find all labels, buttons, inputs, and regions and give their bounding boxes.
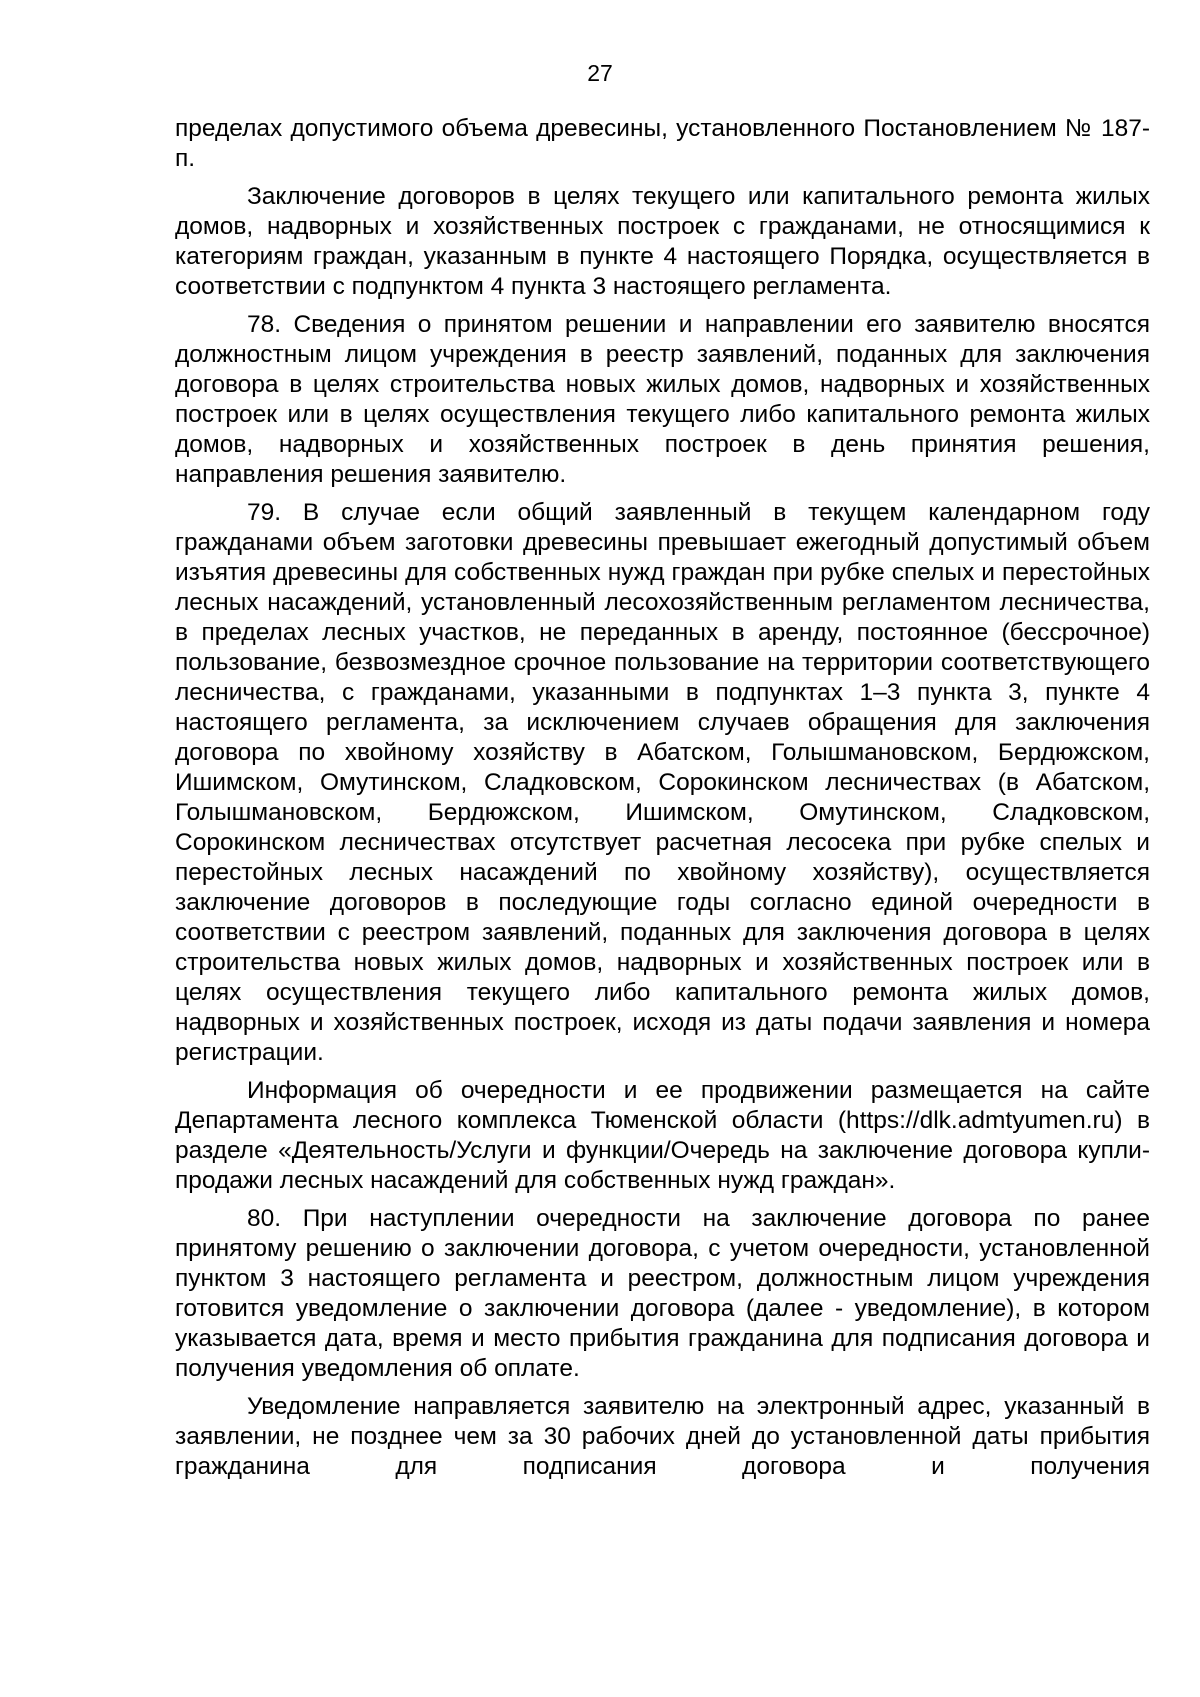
page-number: 27	[587, 60, 613, 86]
paragraph-notification: Уведомление направляется заявителю на электронный адрес, указанный в заявлении, не позднее чем за 30 рабочих дней до установленной даты прибытия гражданина для подписания договора и получения	[175, 1393, 1150, 1480]
paragraph-queue-info: Информация об очередности и ее продвижении размещается на сайте Департамента лесного комплекса Тюменской области (https://dlk.admtyumen.ru) в разделе «Деятельность/Услуги и функции/Очередь на заключение договора купли-продажи лесных насаждений для собственных нужд граждан».	[175, 1077, 1150, 1194]
paragraph-continuation: пределах допустимого объема древесины, установленного Постановлением № 187-п.	[175, 115, 1150, 172]
document-body	[175, 114, 1150, 1490]
paragraph-78: 78. Сведения о принятом решении и направлении его заявителю вносятся должностным лицом учреждения в реестр заявлений, поданных для заключения договора в целях строительства новых жилых домов, надворных и хозяйственных построек или в целях осуществления текущего либо капитального ремонта жилых домов, надворных и хозяйственных построек в день принятия решения, направления решения заявителю.	[175, 311, 1150, 488]
paragraph-79: 79. В случае если общий заявленный в текущем календарном году гражданами объем заготовки древесины превышает ежегодный допустимый объем изъятия древесины для собственных нужд граждан при рубке спелых и перестойных лесных насаждений, установленный лесохозяйственным регламентом лесничества, в пределах лесных участков, не переданных в аренду, постоянное (бессрочное) пользование, безвозмездное срочное пользование на территории соответствующего лесничества, с гражданами, указанными в подпунктах 1–3 пункта 3, пункте 4 настоящего регламента, за исключением случаев обращения для заключения договора по хвойному хозяйству в Абатском, Голышмановском, Бердюжском, Ишимском, Омутинском, Сладковском, Сорокинском лесничествах (в Абатском, Голышмановском, Бердюжском, Ишимском, Омутинском, Сладковском, Сорокинском лесничествах отсутствует расчетная лесосека при рубке спелых и перестойных лесных насаждений по хвойному хозяйству), осуществляется заключение договоров в последующие годы согласно единой очередности в соответствии с реестром заявлений, поданных для заключения договора в целях строительства новых жилых домов, надворных и хозяйственных построек или в целях осуществления текущего либо капитального ремонта жилых домов, надворных и хозяйственных построек, исходя из даты подачи заявления и номера регистрации.	[175, 499, 1150, 1066]
paragraph-80: 80. При наступлении очередности на заключение договора по ранее принятому решению о заключении договора, с учетом очередности, установленной пунктом 3 настоящего регламента и реестром, должностным лицом учреждения готовится уведомление о заключении договора (далее - уведомление), в котором указывается дата, время и место прибытия гражданина для подписания договора и получения уведомления об оплате.	[175, 1205, 1150, 1382]
paragraph-repair-contracts: Заключение договоров в целях текущего или капитального ремонта жилых домов, надворных и хозяйственных построек с гражданами, не относящимися к категориям граждан, указанным в пункте 4 настоящего Порядка, осуществляется в соответствии с подпунктом 4 пункта 3 настоящего регламента.	[175, 183, 1150, 300]
